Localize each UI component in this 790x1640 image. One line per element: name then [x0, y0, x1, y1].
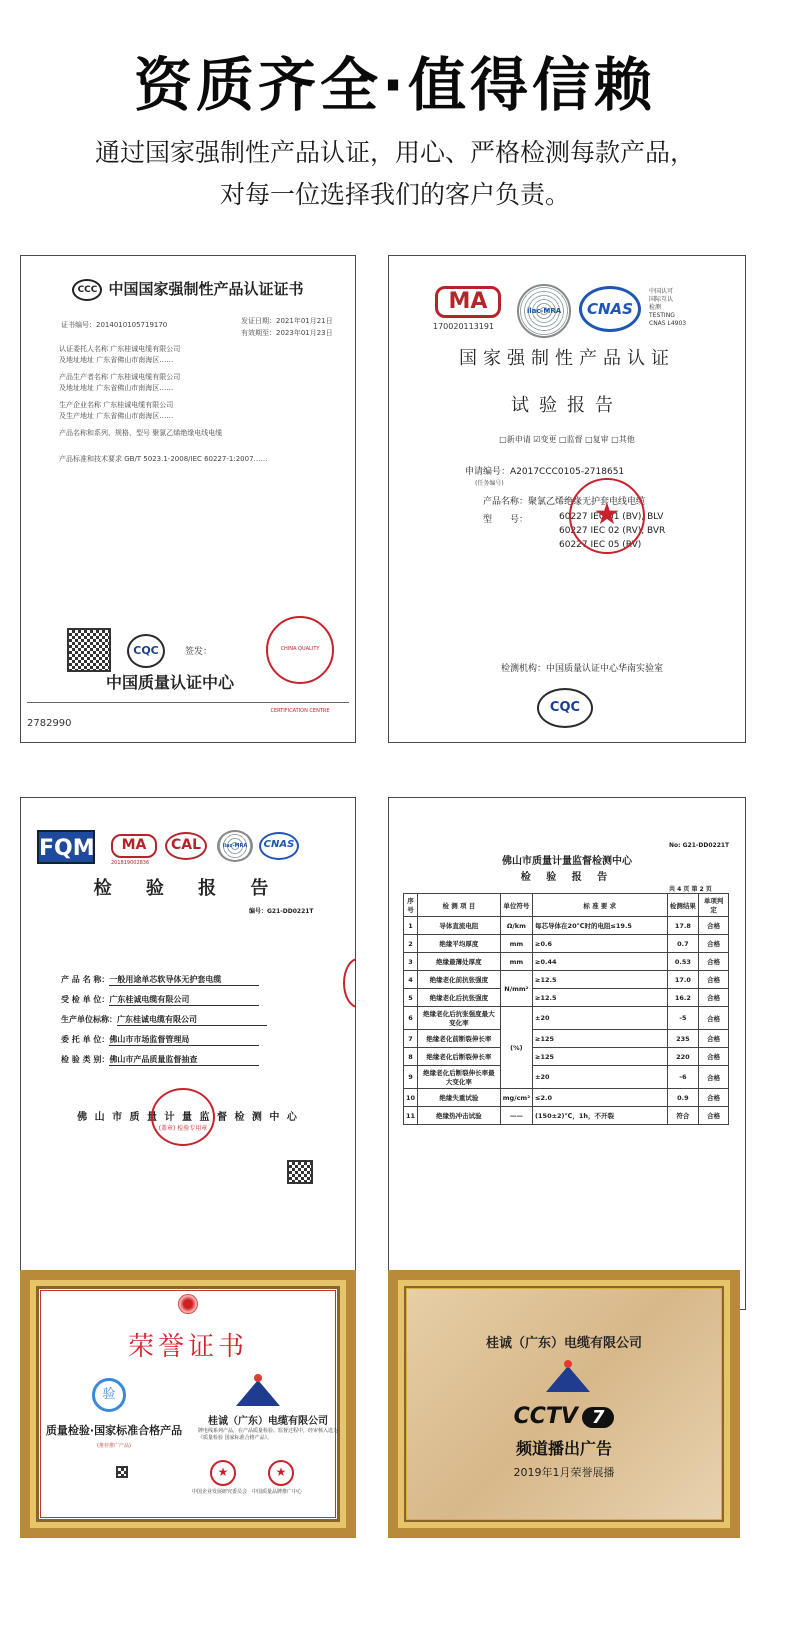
table-row: 9 绝缘老化后断裂伸长率最大变化率 ±20 -6 合格 — [404, 1066, 729, 1089]
report-title: 试验报告 — [511, 395, 623, 416]
field-inspected-unit: 受 检 单 位：广东桂诚电缆有限公司 — [61, 994, 259, 1006]
issuer-1: 中国企业发展研究委员会 — [192, 1489, 248, 1495]
application-type-checkboxes: □新申请 ☑变更 □监督 □复审 □其他 — [499, 435, 635, 444]
page-indicator: 共 4 页 第 2 页 — [669, 886, 712, 893]
table-header-row: 序号 检 测 项 目 单位符号 标 准 要 求 检测结果 单项判定 — [404, 894, 729, 917]
cqc-logo-icon: CQC — [537, 688, 593, 728]
qr-code-icon — [287, 1160, 313, 1184]
edge-seal-icon — [343, 958, 356, 1008]
testing-lab: 检测机构：中国质量认证中心华南实验室 — [501, 664, 664, 674]
cqc-logo-icon: CQC — [127, 634, 165, 668]
test-report-image — [388, 255, 746, 743]
cert-field: 及生产地址 广东省佛山市南海区…… — [59, 412, 174, 420]
table-row: 2 绝缘平均厚度 mm ≥0.6 0.7 合格 — [404, 935, 729, 953]
table-row: 1 导体直流电阻 Ω/km 每芯导体在20℃时的电阻≤19.5 17.8 合格 — [404, 917, 729, 935]
red-star-seal-icon: ★ — [569, 478, 645, 554]
issuer-name: 佛 山 市 质 量 计 量 监 督 检 测 中 心 — [77, 1112, 299, 1123]
company-logo-icon — [236, 1380, 280, 1406]
honor-left-sub: (推荐推广产品) — [97, 1443, 131, 1449]
report-title: 检 验 报 告 — [520, 872, 614, 883]
ilac-mra-logo-icon: ilac-MRA — [517, 284, 571, 338]
inspection-badge-icon: 验 — [92, 1378, 126, 1412]
page-subtitle — [0, 132, 790, 216]
subtitle-line-2: 对每一位选择我们的客户负责。 — [219, 180, 570, 209]
table-row: 11 绝缘热冲击试验 —— (150±2)℃，1h，不开裂 符合 合格 — [404, 1107, 729, 1125]
official-seal-icon: CHINA QUALITY CERTIFICATION CENTRE — [266, 616, 334, 684]
fqm-logo-icon: FQM — [37, 830, 95, 864]
footer-divider — [27, 702, 349, 703]
table-row: 5 绝缘老化后抗张强度 ≥12.5 16.2 合格 — [404, 989, 729, 1007]
cctv-plaque-frame — [388, 1270, 740, 1538]
page-title: 资质齐全·值得信赖 — [133, 51, 657, 119]
ccc-certificate-image — [20, 255, 356, 743]
company-logo-icon — [546, 1366, 590, 1392]
field-manufacturer: 生产单位标称：广东桂诚电缆有限公司 — [61, 1014, 267, 1026]
field-client: 委 托 单 位：佛山市市场监督管理局 — [61, 1034, 259, 1046]
model-3: 60227 IEC 05 (RV) — [559, 540, 642, 550]
cma-logo-icon: MA — [435, 286, 501, 318]
subtitle-line-1: 通过国家强制性产品认证，用心、严格检测每款产品， — [94, 138, 695, 167]
model-2: 60227 IEC 02 (RV), BVR — [559, 526, 666, 536]
ccc-logo-icon: CCC — [72, 279, 102, 301]
issuer-seal-icon: ★ — [210, 1460, 236, 1486]
report-heading: 国家强制性产品认证 — [459, 348, 675, 369]
application-number: 申请编号：A2017CCC0105-2718651 — [465, 467, 625, 477]
cert-field: 及地址地址 广东省佛山市南海区…… — [59, 384, 174, 392]
model-label: 型 号： — [483, 515, 529, 525]
inspection-results-image — [388, 797, 746, 1310]
issue-date: 发证日期：2021年01月21日 — [241, 317, 333, 325]
issuer-2: 中国质量品牌推广中心 — [252, 1489, 303, 1495]
serial-number: 2782990 — [27, 718, 72, 729]
cert-field: 产品名称和系列、规格、型号 聚氯乙烯绝缘电线电缆 — [59, 429, 223, 437]
cma-number: 170020113191 — [433, 322, 495, 331]
cma-number: 201819002836 — [111, 860, 150, 866]
task-number: (任务编号) — [475, 480, 504, 487]
flower-ornament-icon — [178, 1294, 198, 1314]
cert-field: 生产企业名称 广东桂诚电缆有限公司 — [59, 401, 174, 409]
issuer-seal-icon: ★ — [268, 1460, 294, 1486]
report-number: No: G21-DD0221T — [669, 842, 730, 849]
model-1: 60227 IEC 01 (BV), BLV — [559, 512, 664, 522]
cal-logo-icon: CAL — [165, 832, 207, 860]
valid-until: 有效期至：2023年01月23日 — [241, 329, 333, 337]
ccc-heading: CCC 中国国家强制性产品认证证书 — [21, 278, 355, 301]
cnas-side-text: 中国认可 国际互认 检测 TESTING CNAS L4903 — [649, 288, 687, 327]
org-name: 佛山市质量计量监督检测中心 — [502, 856, 632, 867]
table-row: 4 绝缘老化前抗张强度 N/mm² ≥12.5 17.0 合格 — [404, 971, 729, 989]
table-row: 6 绝缘老化后抗张强度最大变化率 (%) ±20 -5 合格 — [404, 1007, 729, 1030]
plaque-headline: 频道播出广告 — [515, 1439, 612, 1458]
cert-field: 产品生产者名称 广东桂诚电缆有限公司 — [59, 373, 181, 381]
table-row: 10 绝缘失重试验 mg/cm² ≤2.0 0.9 合格 — [404, 1089, 729, 1107]
signature-label: 签发： — [185, 647, 213, 657]
cnas-logo-icon: CNAS — [579, 286, 641, 332]
plaque-company: 桂诚（广东）电缆有限公司 — [485, 1336, 642, 1351]
honor-company: 桂诚（广东）电缆有限公司 — [208, 1416, 328, 1427]
report-title: 检 验 报 告 — [93, 878, 283, 899]
results-table — [403, 893, 729, 1125]
cert-field: 认证委托人名称 广东桂诚电缆有限公司 — [59, 345, 181, 353]
cert-number: 证书编号：2014010105719170 — [61, 321, 168, 329]
honor-description: 牌电线系列产品，在产品质量检验、监督过程中，经审核入选为《质量检验 国家标准合格产品》。 — [198, 1428, 339, 1441]
product-name: 产品名称：聚氯乙烯绝缘无护套电线电缆 — [483, 497, 646, 507]
cert-field: 产品标准和技术要求 GB/T 5023.1-2008/IEC 60227-1:2007…… — [59, 455, 268, 463]
cert-field: 及地址地址 广东省佛山市南海区…… — [59, 356, 174, 364]
table-row: 7 绝缘老化前断裂伸长率 ≥125 235 合格 — [404, 1030, 729, 1048]
cnas-logo-icon: CNAS — [259, 832, 299, 860]
field-inspection-type: 检 验 类 别：佛山市产品质量监督抽查 — [61, 1054, 259, 1066]
table-row: 3 绝缘最薄处厚度 mm ≥0.44 0.53 合格 — [404, 953, 729, 971]
qr-code-icon — [67, 628, 111, 672]
ornamental-border — [40, 1290, 339, 1518]
qr-code-icon — [116, 1466, 128, 1478]
honor-certificate-frame — [20, 1270, 356, 1538]
table-row: 8 绝缘老化后断裂伸长率 ≥125 220 合格 — [404, 1048, 729, 1066]
inspection-report-image — [20, 797, 356, 1310]
plaque-date: 2019年1月荣誉展播 — [513, 1466, 615, 1479]
official-seal-icon: (盖章) 检验专用章 — [151, 1088, 215, 1146]
cctv-logo-icon: CCTV 7 — [398, 1404, 730, 1429]
ilac-mra-logo-icon: ilac-MRA — [217, 830, 253, 862]
report-number: 编号：G21-DD0221T — [249, 908, 314, 915]
honor-left-heading: 质量检验·国家标准合格产品 — [45, 1424, 183, 1437]
field-product-name: 产 品 名 称：一般用途单芯软导体无护套电缆 — [61, 974, 259, 986]
issuer-name: 中国质量认证中心 — [105, 673, 234, 692]
honor-title: 荣誉证书 — [127, 1332, 248, 1362]
cma-logo-icon: MA — [111, 834, 157, 858]
